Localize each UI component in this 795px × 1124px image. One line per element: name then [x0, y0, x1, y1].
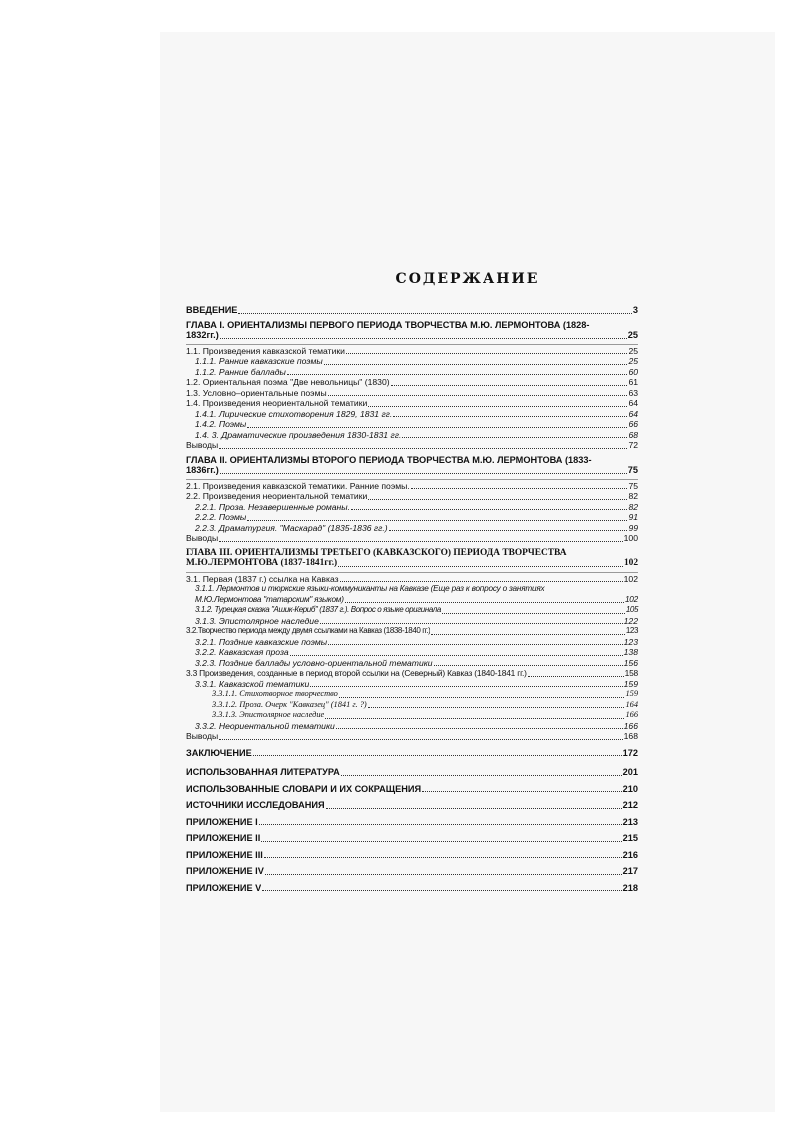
dot-leader — [339, 697, 625, 698]
toc-entry-text: 1832гг.) — [186, 330, 219, 340]
dot-leader — [345, 602, 624, 603]
chapter-1-heading[interactable]: ГЛАВА I. ОРИЕНТАЛИЗМЫ ПЕРВОГО ПЕРИОДА ТВОРЧЕСТВА М.Ю. ЛЕРМОНТОВА (1828- — [186, 319, 590, 330]
chapter-3-heading-cont[interactable] — [186, 558, 638, 569]
toc-entry-3-3-1-1[interactable] — [186, 689, 638, 700]
toc-entry-appendix-1[interactable] — [186, 817, 638, 828]
toc-entry-text: 3.3.1.2. Проза. Очерк "Кавказец" (1841 г. ?) — [212, 699, 367, 709]
toc-entry-appendix-2[interactable] — [186, 833, 638, 844]
toc-entry-3-1-1[interactable]: 3.1.1. Лермонтов и тюркские языки-коммуниканты на Кавказе (Еще раз к вопросу о занятиях — [195, 584, 545, 593]
dot-leader — [368, 406, 627, 407]
toc-entry-ch1-conclusions[interactable] — [186, 440, 638, 451]
toc-entry-text: 1.1. Произведения кавказской тематики — [186, 345, 345, 356]
toc-page-number: 25 — [628, 356, 638, 366]
toc-entry-text: 3.2.Творчество периода между двумя ссылками на Кавказ (1838-1840 гг.) — [186, 626, 431, 635]
toc-entry-sources[interactable] — [186, 800, 638, 811]
dot-leader — [247, 427, 627, 428]
toc-entry-1-1-1[interactable] — [186, 356, 638, 367]
dot-leader — [262, 890, 621, 891]
toc-page-number: 102 — [624, 594, 638, 604]
divider — [186, 344, 638, 345]
toc-page-number: 64 — [628, 408, 638, 419]
toc-entry-text: М.Ю.ЛЕРМОНТОВА (1837-1841гг.) — [186, 558, 338, 568]
toc-page-number: 172 — [622, 747, 638, 758]
dot-leader — [442, 613, 625, 614]
toc-entry-text: Выводы — [186, 533, 219, 543]
toc-entry-2-2-3[interactable] — [186, 523, 638, 534]
dot-leader — [253, 755, 622, 756]
toc-entry-ch3-conclusions[interactable] — [186, 731, 638, 742]
dot-leader — [261, 841, 621, 842]
dot-leader — [247, 520, 627, 521]
toc-entry-3-3-1-3[interactable] — [186, 710, 638, 721]
toc-page-number: 123 — [623, 636, 638, 647]
toc-entry-text: 3.1.3. Эпистолярное наследие — [195, 615, 319, 626]
toc-entry-3-2-1[interactable] — [186, 637, 638, 648]
toc-page-number: 215 — [622, 833, 638, 843]
chapter-1-heading-cont[interactable] — [186, 330, 638, 341]
toc-page-number: 60 — [628, 366, 638, 377]
dot-leader — [346, 353, 627, 354]
toc-entry-text: ПРИЛОЖЕНИЕ IV — [186, 866, 264, 876]
toc-entry-text: ИСПОЛЬЗОВАННЫЕ СЛОВАРИ И ИХ СОКРАЩЕНИЯ — [186, 783, 422, 794]
toc-entry-text: 1.2. Ориентальная поэма "Две невольницы" (1830) — [186, 377, 390, 387]
toc-entry-text: 3.1. Первая (1837 г.) ссылка на Кавказ — [186, 573, 339, 584]
toc-entry-text: 3.3.1. Кавказской тематики — [195, 678, 310, 689]
toc-entry-text: 3.3.1.1. Стихотворное творчество — [212, 689, 338, 698]
dot-leader — [290, 655, 623, 656]
toc-page-number: 102 — [623, 573, 638, 584]
toc-entry-text: ПРИЛОЖЕНИЕ V — [186, 882, 262, 893]
toc-entry-dictionaries[interactable] — [186, 784, 638, 795]
toc-entry-appendix-4[interactable] — [186, 866, 638, 877]
toc-page-number: 164 — [625, 699, 638, 709]
toc-entry-text: 1836гг.) — [186, 465, 219, 475]
dot-leader — [328, 395, 628, 396]
toc-page-number: 122 — [623, 615, 638, 626]
toc-entry-3-3-2[interactable] — [186, 721, 638, 732]
toc-page-number: 138 — [623, 647, 638, 657]
toc-page-number: 159 — [623, 678, 638, 689]
toc-entry-text: 3.1.2. Турецкая сказка "Ашик-Кериб" (1837 г.). Вопрос о языке оригинала — [195, 605, 441, 614]
toc-entry-text: 3.3.1.3. Эпистолярное наследие — [212, 710, 325, 719]
toc-entry-text: 2.2.2. Поэмы — [195, 512, 247, 522]
dot-leader — [310, 686, 622, 687]
toc-entry-literature[interactable] — [186, 767, 638, 778]
toc-page-number: 158 — [624, 668, 638, 678]
toc-page-number: 68 — [628, 429, 638, 440]
dot-leader — [259, 824, 622, 825]
toc-entry-text: 1.1.1. Ранние кавказские поэмы — [195, 356, 323, 366]
toc-entry-2-2-2[interactable] — [186, 512, 638, 523]
toc-entry-introduction[interactable] — [186, 305, 638, 316]
toc-entry-appendix-3[interactable] — [186, 850, 638, 861]
toc-page-number: 25 — [628, 345, 638, 356]
toc-page-number: 82 — [628, 491, 638, 501]
toc-page-number: 64 — [628, 398, 638, 408]
dot-leader — [431, 634, 624, 635]
toc-title: СОДЕРЖАНИЕ — [395, 271, 540, 287]
toc-page-number: 91 — [628, 512, 638, 522]
divider — [186, 572, 638, 573]
toc-entry-text: ИСТОЧНИКИ ИССЛЕДОВАНИЯ — [186, 800, 325, 810]
toc-page-number: 166 — [623, 720, 638, 731]
toc-page-number: 212 — [622, 800, 638, 810]
dot-leader — [389, 530, 628, 531]
toc-entry-text: 1.3. Условно–ориентальные поэмы — [186, 387, 327, 398]
toc-page-number: 66 — [628, 419, 638, 429]
dot-leader — [265, 874, 622, 875]
dot-leader — [320, 623, 623, 624]
toc-entry-1-1[interactable] — [186, 346, 638, 357]
toc-entry-1-2[interactable] — [186, 377, 638, 388]
dot-leader — [219, 739, 622, 740]
toc-entry-text: 2.2.3. Драматургия. "Маскарад" (1835-1836 гг.) — [195, 522, 388, 533]
toc-entry-2-2[interactable] — [186, 491, 638, 502]
toc-entry-1-4-3[interactable] — [186, 430, 638, 441]
dot-leader — [434, 665, 623, 666]
dot-leader — [338, 566, 623, 567]
toc-entry-text: 1.4.1. Лирические стихотворения 1829, 1831 гг. — [195, 408, 393, 419]
toc-entry-3-1-3[interactable] — [186, 616, 638, 627]
toc-page-number: 217 — [622, 866, 638, 876]
toc-page-number: 123 — [625, 626, 638, 635]
dot-leader — [336, 728, 623, 729]
dot-leader — [402, 437, 627, 438]
dot-leader — [422, 791, 622, 792]
toc-entry-ch2-conclusions[interactable] — [186, 533, 638, 544]
toc-entry-3-1-1-cont[interactable] — [186, 595, 638, 606]
toc-entry-conclusion[interactable] — [186, 748, 638, 759]
dot-leader — [264, 857, 622, 858]
toc-entry-text: 3.2.2. Кавказская проза — [195, 647, 289, 657]
dot-leader — [220, 338, 627, 339]
toc-page-number: 156 — [623, 657, 638, 668]
toc-entry-1-4[interactable] — [186, 398, 638, 409]
toc-page-number: 213 — [622, 816, 638, 827]
divider — [186, 479, 638, 480]
chapter-2-heading[interactable]: ГЛАВА II. ОРИЕНТАЛИЗМЫ ВТОРОГО ПЕРИОДА ТВОРЧЕСТВА М.Ю. ЛЕРМОНТОВА (1833- — [186, 454, 592, 465]
toc-entry-3-3-1[interactable] — [186, 679, 638, 690]
dot-leader — [340, 581, 623, 582]
toc-page-number: 218 — [622, 882, 638, 893]
toc-page-number: 166 — [625, 710, 638, 719]
dot-leader — [368, 499, 627, 500]
toc-entry-text: 1.4.2. Поэмы — [195, 419, 247, 429]
toc-page-number: 168 — [623, 731, 638, 741]
toc-entry-3-2-3[interactable] — [186, 658, 638, 669]
toc-entry-text: 3.2.1. Поздние кавказские поэмы — [195, 636, 328, 647]
toc-page-number: 210 — [622, 783, 638, 794]
toc-entry-3-2[interactable] — [186, 626, 638, 637]
toc-page-number: 201 — [622, 767, 638, 777]
toc-entry-1-3[interactable] — [186, 388, 638, 399]
toc-page-number: 100 — [623, 533, 638, 543]
dot-leader — [219, 448, 627, 449]
dot-leader — [391, 385, 628, 386]
toc-entry-text: 2.1. Произведения кавказской тематики. Ранние поэмы. — [186, 480, 410, 491]
dot-leader — [324, 364, 628, 365]
toc-entry-text: Выводы — [186, 731, 219, 741]
dot-leader — [341, 775, 622, 776]
toc-entry-text: 1.1.2. Ранние баллады — [195, 366, 286, 377]
toc-page-number: 105 — [625, 605, 638, 614]
toc-entry-text: 2.2. Произведения неориентальной тематики — [186, 491, 368, 501]
toc-entry-appendix-5[interactable] — [186, 883, 638, 894]
toc-entry-text: 3.3.2. Неориентальной тематики — [195, 720, 335, 731]
dot-leader — [220, 473, 627, 474]
dot-leader — [238, 313, 631, 314]
toc-entry-1-4-2[interactable] — [186, 419, 638, 430]
dot-leader — [287, 374, 628, 375]
toc-page-number: 72 — [628, 440, 638, 450]
toc-entry-text: ИСПОЛЬЗОВАННАЯ ЛИТЕРАТУРА — [186, 767, 340, 777]
dot-leader — [326, 808, 622, 809]
toc-page-number: 75 — [628, 480, 638, 491]
toc-entry-1-4-1[interactable] — [186, 409, 638, 420]
toc-entry-2-1[interactable] — [186, 481, 638, 492]
toc-entry-2-2-1[interactable] — [186, 502, 638, 513]
table-of-contents — [186, 305, 638, 893]
toc-entry-3-3[interactable] — [186, 668, 638, 679]
toc-page-number: 3 — [632, 305, 638, 315]
toc-page-number: 159 — [625, 689, 638, 698]
dot-leader — [368, 707, 625, 708]
toc-entry-text: Выводы — [186, 440, 219, 450]
toc-entry-text: 2.2.1. Проза. Незавершенные романы. — [195, 501, 350, 512]
toc-entry-text: ПРИЛОЖЕНИЕ III — [186, 849, 263, 860]
toc-page-number: 216 — [622, 849, 638, 860]
toc-entry-text: ПРИЛОЖЕНИЕ I — [186, 816, 258, 827]
toc-entry-3-3-1-2[interactable] — [186, 700, 638, 711]
dot-leader — [325, 718, 624, 719]
toc-entry-text: ЗАКЛЮЧЕНИЕ — [186, 747, 252, 758]
dot-leader — [219, 541, 622, 542]
toc-entry-1-1-2[interactable] — [186, 367, 638, 378]
dot-leader — [528, 676, 624, 677]
chapter-2-heading-cont[interactable] — [186, 465, 638, 476]
toc-entry-text: 3.2.3. Поздние баллады условно-ориентальной тематики — [195, 657, 433, 668]
dot-leader — [411, 488, 628, 489]
toc-entry-text: ПРИЛОЖЕНИЕ II — [186, 833, 261, 843]
toc-entry-text: ВВЕДЕНИЕ — [186, 305, 238, 315]
toc-page-number: 99 — [628, 522, 638, 533]
toc-entry-text: 3.3 Произведения, созданные в период второй ссылки на (Северный) Кавказ (1840-1841 гг.) — [186, 668, 527, 678]
toc-entry-3-1[interactable] — [186, 574, 638, 585]
dot-leader — [328, 644, 623, 645]
toc-page-number: 75 — [627, 465, 638, 475]
toc-page-number: 63 — [628, 387, 638, 398]
toc-entry-3-1-2[interactable] — [186, 605, 638, 616]
chapter-3-heading[interactable]: ГЛАВА III. ОРИЕНТАЛИЗМЫ ТРЕТЬЕГО (КАВКАЗСКОГО) ПЕРИОДА ТВОРЧЕСТВА — [186, 547, 567, 558]
toc-page-number: 61 — [628, 377, 638, 387]
toc-page-number: 82 — [628, 501, 638, 512]
toc-entry-text: 1.4. Произведения неориентальной тематики — [186, 398, 368, 408]
dot-leader — [393, 416, 627, 417]
toc-entry-3-2-2[interactable] — [186, 647, 638, 658]
toc-entry-text: 1.4. 3. Драматические произведения 1830-1831 гг. — [195, 429, 402, 440]
toc-entry-text: М.Ю.Лермонтова "татарским" языком) — [195, 594, 344, 604]
toc-page-number: 25 — [627, 330, 638, 340]
dot-leader — [351, 509, 627, 510]
toc-page-number: 102 — [623, 558, 638, 568]
